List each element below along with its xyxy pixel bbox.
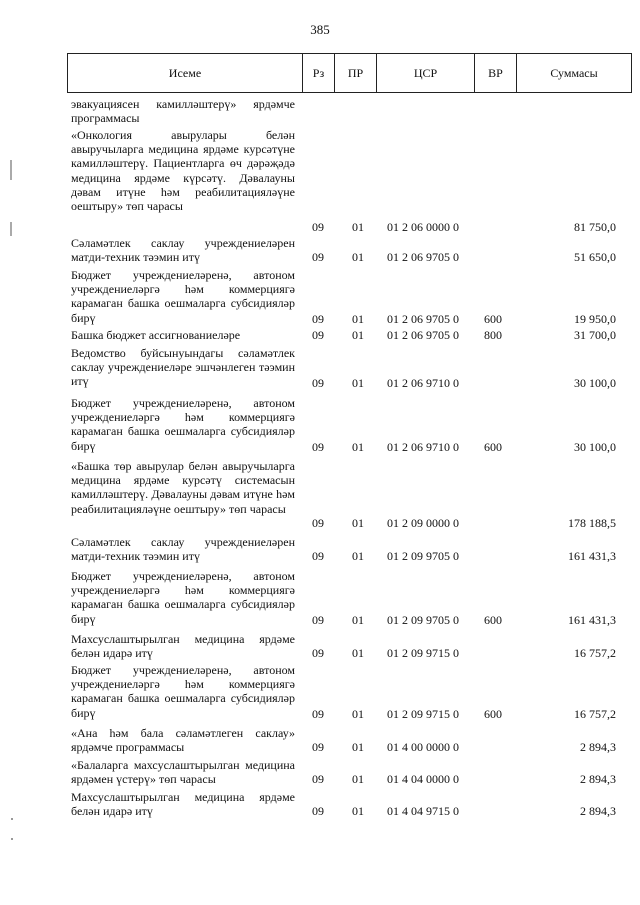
table-row	[0, 663, 640, 721]
row-rz: 09	[312, 612, 324, 627]
table-row	[0, 535, 640, 563]
row-pr: 01	[352, 739, 364, 754]
row-name: Махсуслаштырылган медицина ярдəме белəн идарə итү	[71, 632, 295, 661]
row-name: Бюджет учреждениелəренə, автоном учреждениелəргə һəм коммерциягə карамаган башка оешмаларга субсидиялəр бирү	[71, 569, 295, 626]
row-sum: 161 431,3	[568, 548, 616, 563]
row-rz: 09	[312, 439, 324, 454]
row-name: Бюджет учреждениелəренə, автоном учреждениелəргə һəм коммерциягə карамаган башка оешмаларга субсидиялəр бирү	[71, 396, 295, 453]
table-row	[0, 790, 640, 818]
table-row	[0, 396, 640, 454]
table-row	[0, 236, 640, 264]
row-vr: 600	[484, 439, 502, 454]
table-row	[0, 632, 640, 660]
header-csr: ЦСР	[377, 54, 475, 92]
row-sum: 2 894,3	[580, 739, 616, 754]
row-name: Башка бюджет ассигнованиелəре	[71, 328, 241, 342]
row-pr: 01	[352, 645, 364, 660]
row-pr: 01	[352, 439, 364, 454]
row-name: Бюджет учреждениелəренə, автоном учреждениелəргə һəм коммерциягə карамаган башка оешмаларга субсидиялəр бирү	[71, 268, 295, 325]
row-name: «Онкология авырулары белəн авыручыларга медицина ярдəме курсəтүне камиллəштерү. Пациентларга өч дəрəҗəдə медицина ярдəме күрсəтү. Дəвалауны дəвам итүне һəм реабилитациялəүне оештыру» төп чарасы	[71, 128, 295, 214]
header-rz: Рз	[303, 54, 335, 92]
row-rz: 09	[312, 327, 324, 342]
row-pr: 01	[352, 612, 364, 627]
row-pr: 01	[352, 548, 364, 563]
row-rz: 09	[312, 803, 324, 818]
row-csr: 01 2 09 9705 0	[387, 612, 459, 627]
row-vr: 600	[484, 311, 502, 326]
row-rz: 09	[312, 645, 324, 660]
row-vr: 800	[484, 327, 502, 342]
row-sum: 16 757,2	[574, 645, 616, 660]
row-rz: 09	[312, 219, 324, 234]
row-rz: 09	[312, 515, 324, 530]
page-number: 385	[310, 22, 330, 37]
row-csr: 01 4 04 0000 0	[387, 771, 459, 786]
row-sum: 81 750,0	[574, 219, 616, 234]
row-sum: 51 650,0	[574, 249, 616, 264]
table-row	[0, 459, 640, 530]
row-sum: 19 950,0	[574, 311, 616, 326]
scan-dot	[11, 818, 13, 820]
row-sum: 31 700,0	[574, 327, 616, 342]
row-name: «Балаларга махсуслаштырылган медицина ярдəмен үстерү» төп чарасы	[71, 758, 295, 787]
row-name: Ведомство буйсынуындагы сəламəтлек саклау учреждениелəре эшчəнлеген тəэмин итү	[71, 346, 295, 389]
row-sum: 16 757,2	[574, 706, 616, 721]
row-pr: 01	[352, 327, 364, 342]
table-row	[0, 128, 640, 234]
table-header	[67, 53, 632, 93]
row-name: «Башка төр авырулар белəн авыручыларга медицина ярдəме курсəтү системасын камиллəштерү. Дəвалауны дəвам итүне һəм реабилитациялəүне оештыру» төп чарасы	[71, 459, 295, 516]
row-csr: 01 2 09 9705 0	[387, 548, 459, 563]
row-rz: 09	[312, 706, 324, 721]
table-row	[0, 726, 640, 754]
row-csr: 01 2 06 9705 0	[387, 327, 459, 342]
table-row	[0, 268, 640, 326]
row-pr: 01	[352, 706, 364, 721]
row-vr: 600	[484, 612, 502, 627]
scan-dot	[11, 838, 13, 840]
row-name: Бюджет учреждениелəренə, автоном учреждениелəргə һəм коммерциягə карамаган башка оешмаларга субсидиялəр бирү	[71, 663, 295, 720]
table-row	[0, 346, 640, 390]
row-csr: 01 2 06 9710 0	[387, 375, 459, 390]
row-sum: 161 431,3	[568, 612, 616, 627]
row-csr: 01 2 06 0000 0	[387, 219, 459, 234]
table-row	[0, 569, 640, 627]
header-vr: ВР	[475, 54, 517, 92]
row-csr: 01 2 06 9705 0	[387, 249, 459, 264]
row-csr: 01 4 04 9715 0	[387, 803, 459, 818]
table-row	[0, 758, 640, 786]
row-sum: 30 100,0	[574, 375, 616, 390]
table-row	[0, 328, 640, 342]
row-sum: 30 100,0	[574, 439, 616, 454]
row-name: Сəламəтлек саклау учреждениелəрен матди-техник тəэмин итү	[71, 236, 295, 265]
row-vr: 600	[484, 706, 502, 721]
row-rz: 09	[312, 771, 324, 786]
row-sum: 2 894,3	[580, 803, 616, 818]
row-pr: 01	[352, 219, 364, 234]
header-name: Исеме	[68, 54, 303, 92]
row-pr: 01	[352, 515, 364, 530]
row-rz: 09	[312, 311, 324, 326]
row-name: эвакуациясен камиллəштерү» ярдəмче программасы	[71, 97, 295, 126]
row-rz: 09	[312, 548, 324, 563]
row-sum: 2 894,3	[580, 771, 616, 786]
row-pr: 01	[352, 803, 364, 818]
row-rz: 09	[312, 739, 324, 754]
row-csr: 01 2 06 9710 0	[387, 439, 459, 454]
row-csr: 01 2 06 9705 0	[387, 311, 459, 326]
row-csr: 01 2 09 9715 0	[387, 706, 459, 721]
row-name: Сəламəтлек саклау учреждениелəрен матди-техник тəэмин итү	[71, 535, 295, 564]
row-sum: 178 188,5	[568, 515, 616, 530]
row-rz: 09	[312, 249, 324, 264]
row-name: Махсуслаштырылган медицина ярдəме белəн идарə итү	[71, 790, 295, 819]
row-pr: 01	[352, 375, 364, 390]
header-pr: ПР	[335, 54, 377, 92]
header-sum: Суммасы	[550, 65, 598, 80]
row-rz: 09	[312, 375, 324, 390]
table-row	[0, 97, 640, 125]
row-csr: 01 2 09 0000 0	[387, 515, 459, 530]
row-csr: 01 4 00 0000 0	[387, 739, 459, 754]
row-name: «Ана һəм бала сəламəтлеген саклау» ярдəмче программасы	[71, 726, 295, 755]
row-pr: 01	[352, 311, 364, 326]
row-csr: 01 2 09 9715 0	[387, 645, 459, 660]
row-pr: 01	[352, 249, 364, 264]
row-pr: 01	[352, 771, 364, 786]
